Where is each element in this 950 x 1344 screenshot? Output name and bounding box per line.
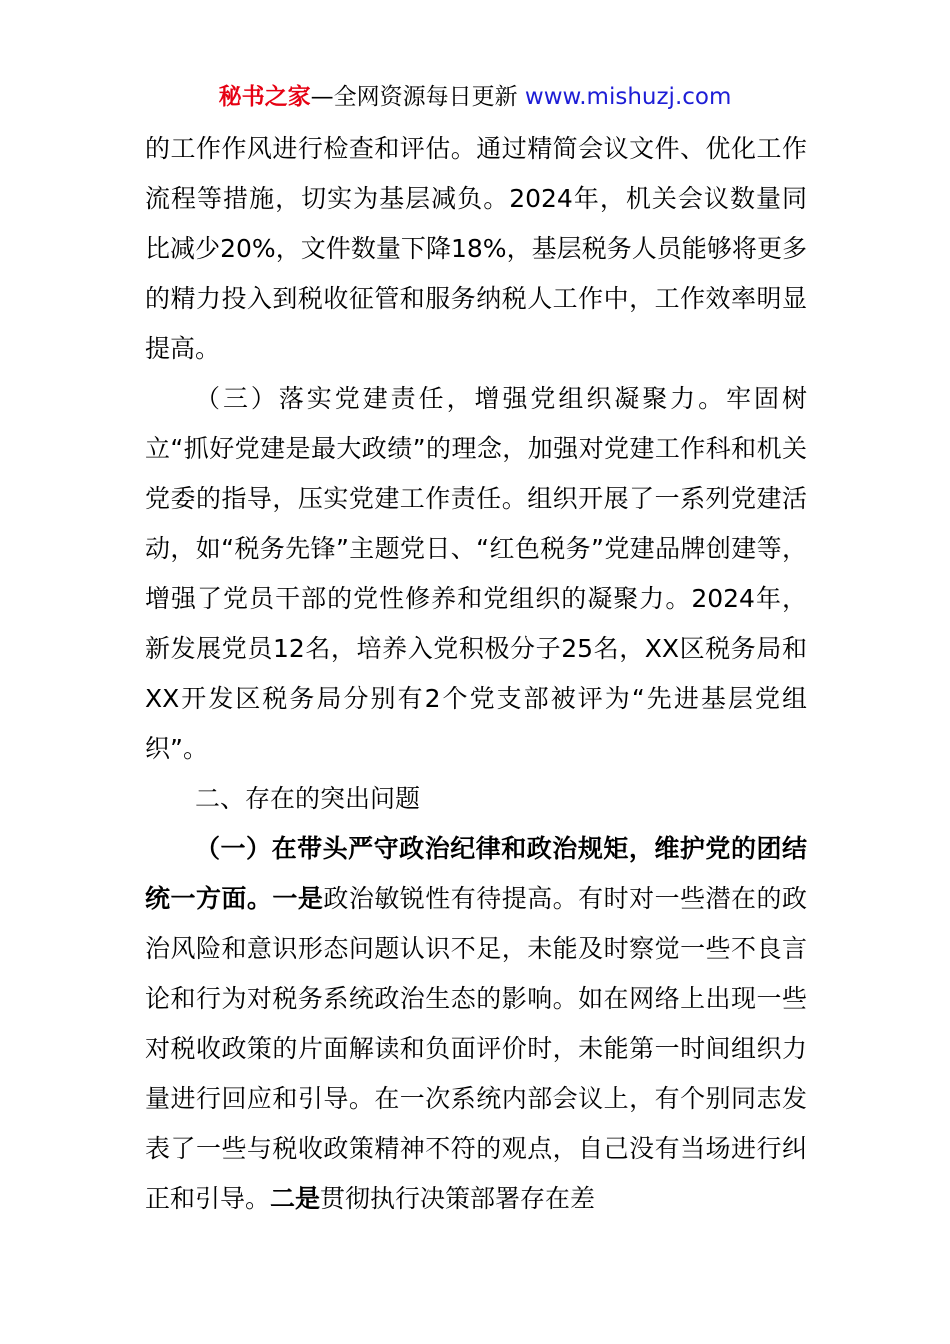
section-heading-problems: 二、存在的突出问题: [195, 784, 421, 813]
point-text-first: 政治敏锐性有待提高。有时对一些潜在的政治风险和意识形态问题认识不足，未能及时察觉一些不良言论和行为对税务系统政治生态的影响。如在网络上出现一些对税收政策的片面解读和负面评价时，未能第一时间组织力量进行回应和引导。在一次系统内部会议上，有个别同志发表了一些与税收政策精神不符的观点，自己没有当场进行纠正和引导。: [145, 884, 807, 1213]
subsection-heading: （一）在带头严守政治纪律和政治规矩，维护党的团结统一方面。: [145, 834, 807, 913]
page-header: [0, 80, 950, 114]
point-lead-first: 一是: [272, 884, 324, 913]
site-url[interactable]: www.mishuzj.com: [524, 84, 732, 110]
paragraph-political-discipline: [145, 824, 807, 1224]
point-text-second: 贯彻执行决策部署存在差: [320, 1184, 596, 1213]
paragraph-party-building: （三）落实党建责任，增强党组织凝聚力。牢固树立“抓好党建是最大政绩”的理念，加强对党建工作科和机关党委的指导，压实党建工作责任。组织开展了一系列党建活动，如“税务先锋”主题党日、“红色税务”党建品牌创建等，增强了党员干部的党性修养和党组织的凝聚力。2024年，新发展党员12名，培养入党积极分子25名，XX区税务局和XX开发区税务局分别有2个党支部被评为“先进基层党组织”。: [145, 384, 807, 763]
document-body: [145, 124, 807, 1224]
site-slogan: —全网资源每日更新: [310, 84, 518, 110]
site-brand: 秘书之家: [218, 84, 311, 110]
point-lead-second: 二是: [270, 1184, 321, 1213]
paragraph-continuation: 的工作作风进行检查和评估。通过精简会议文件、优化工作流程等措施，切实为基层减负。2024年，机关会议数量同比减少20%，文件数量下降18%，基层税务人员能够将更多的精力投入到税收征管和服务纳税人工作中，工作效率明显提高。: [145, 134, 807, 363]
